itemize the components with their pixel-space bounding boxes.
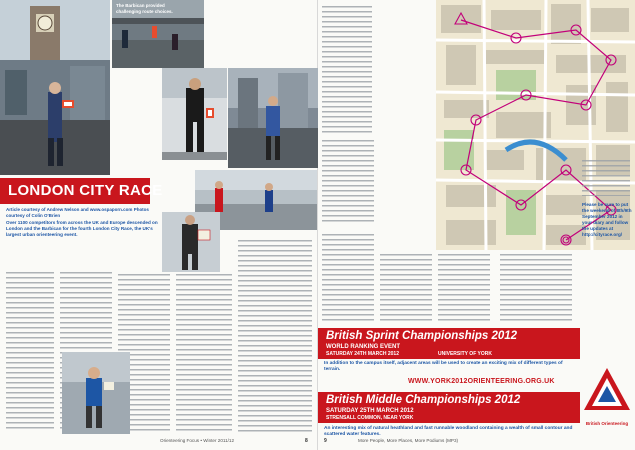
photo-runner-street	[228, 68, 318, 168]
right-page	[318, 0, 635, 450]
title-band	[0, 178, 163, 204]
body-text-column-10	[438, 254, 490, 324]
website-url[interactable]: WWW.YORK2012ORIENTEERING.ORG.UK	[408, 378, 555, 385]
sprint-date-line: SATURDAY 24TH MARCH 2012	[326, 351, 399, 357]
footer-right-text: More People, More Places, More Podiums (MP3)	[358, 438, 459, 443]
middle-description: An interesting mix of natural heathland and fast runnable woodland containing a wealth of small contour and scattered water features.	[324, 426, 573, 438]
footer-left-text: Orienteering Focus • Winter 2011/12	[160, 438, 235, 443]
page-number-right: 9	[324, 438, 327, 444]
page-number-left: 8	[305, 438, 308, 444]
article-byline: Article courtesy of Andrew Nelson and www.ospaporn.com Photos courtesy of Colin O'Brien	[6, 207, 149, 218]
photo-caption: The Barbican provided challenging route choices.	[116, 3, 173, 14]
sprint-heading: British Sprint Championships 2012	[326, 330, 518, 342]
body-text-column-4	[176, 274, 232, 432]
body-text-column-11	[500, 254, 572, 324]
middle-banner	[318, 392, 580, 423]
body-text-column-6	[322, 6, 372, 134]
organisation-name: British Orienteering	[585, 421, 629, 426]
middle-date-line: SATURDAY 25TH MARCH 2012	[326, 408, 414, 414]
photo-runner-punching	[162, 68, 227, 160]
sprint-banner	[318, 328, 580, 359]
body-text-column-9	[380, 254, 432, 324]
middle-venue: STRENSALL COMMON, NEAR YORK	[326, 415, 414, 421]
photo-runner-with-map	[162, 212, 220, 272]
article-title: LONDON CITY RACE	[8, 182, 163, 199]
sprint-venue: UNIVERSITY OF YORK	[438, 351, 492, 357]
sprint-event-line: WORLD RANKING EVENT	[326, 344, 400, 350]
body-text-column-5	[238, 240, 312, 432]
article-intro: Over 1100 competitors from across the UK and Europe descended on London and the Barbican for the fourth London City Race, the UK's largest urban orienteering event.	[6, 220, 158, 238]
sprint-description: In addition to the campus itself, adjacent areas will be used to create an exciting mix of different types of terrain.	[324, 361, 563, 373]
middle-heading: British Middle Championships 2012	[326, 394, 521, 406]
photo-junior-runner	[62, 352, 130, 434]
photo-barbican-terrace	[112, 0, 204, 68]
body-text-column-8	[322, 234, 374, 322]
photo-clock-tower	[0, 0, 110, 175]
promo-box: Please be sure to put the weekend of 8th/9th September 2012 in your diary and follow the updates at http://cityrace.org/	[582, 202, 632, 237]
british-orienteering-logo-icon	[582, 366, 632, 426]
body-text-column-12	[582, 160, 630, 196]
body-text-column-7	[322, 140, 374, 225]
body-text-column-1	[6, 272, 54, 430]
